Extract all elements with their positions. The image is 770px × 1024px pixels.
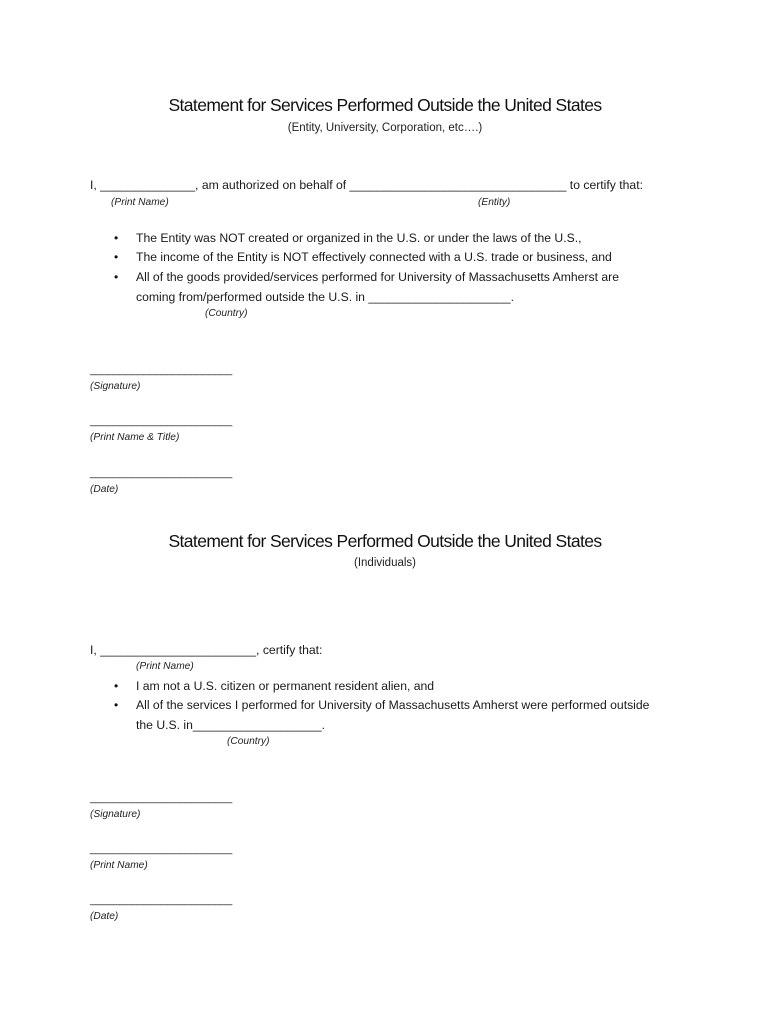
bullet-icon: • <box>114 250 119 264</box>
section1-bullet-1: The Entity was NOT created or organized in the U.S. or under the laws of the U.S., <box>136 231 582 245</box>
section2-bullet-2-continued: the U.S. in___________________. <box>136 718 326 732</box>
section2-title: Statement for Services Performed Outside the United States <box>168 531 602 551</box>
section2-signature-line[interactable]: ________________________ <box>90 792 233 804</box>
section1-certify-line: I, ______________, am authorized on behalf of ________________________________ to certify that: <box>90 178 643 192</box>
section2-date-line[interactable]: ________________________ <box>90 894 233 906</box>
section1-signature-line[interactable]: ________________________ <box>90 364 233 376</box>
section2-subtitle: (Individuals) <box>354 557 416 569</box>
section1-bullet-3-continued: coming from/performed outside the U.S. in _____________________. <box>136 290 515 304</box>
section1-caption-country: (Country) <box>205 308 248 319</box>
section2-caption-print-name: (Print Name) <box>136 661 194 672</box>
section1-title: Statement for Services Performed Outside the United States <box>168 95 602 115</box>
section1-caption-entity: (Entity) <box>478 197 511 208</box>
section1-print-name-title-label: (Print Name & Title) <box>90 432 180 443</box>
section2-signature-label: (Signature) <box>90 809 141 820</box>
section2-date-label: (Date) <box>90 911 119 922</box>
section2-bullet-2: All of the services I performed for University of Massachusetts Amherst were performed outside <box>136 698 650 712</box>
section2-certify-line: I, _______________________, certify that: <box>90 643 323 657</box>
section1-signature-label: (Signature) <box>90 381 141 392</box>
section2-print-name-line[interactable]: ________________________ <box>90 843 233 855</box>
section1-print-name-title-line[interactable]: ________________________ <box>90 415 233 427</box>
section1-caption-print-name: (Print Name) <box>111 197 169 208</box>
section1-bullet-2: The income of the Entity is NOT effectively connected with a U.S. trade or business, and <box>136 250 612 264</box>
section1-date-label: (Date) <box>90 484 119 495</box>
bullet-icon: • <box>114 231 119 245</box>
bullet-icon: • <box>114 698 119 712</box>
section2-print-name-label: (Print Name) <box>90 860 148 871</box>
bullet-icon: • <box>114 679 119 693</box>
section2-caption-country: (Country) <box>227 736 270 747</box>
section1-date-line[interactable]: ________________________ <box>90 467 233 479</box>
section2-bullet-1: I am not a U.S. citizen or permanent resident alien, and <box>136 679 435 693</box>
bullet-icon: • <box>114 270 119 284</box>
section1-bullet-3: All of the goods provided/services performed for University of Massachusetts Amherst are <box>136 270 619 284</box>
section1-subtitle: (Entity, University, Corporation, etc….) <box>287 122 483 134</box>
